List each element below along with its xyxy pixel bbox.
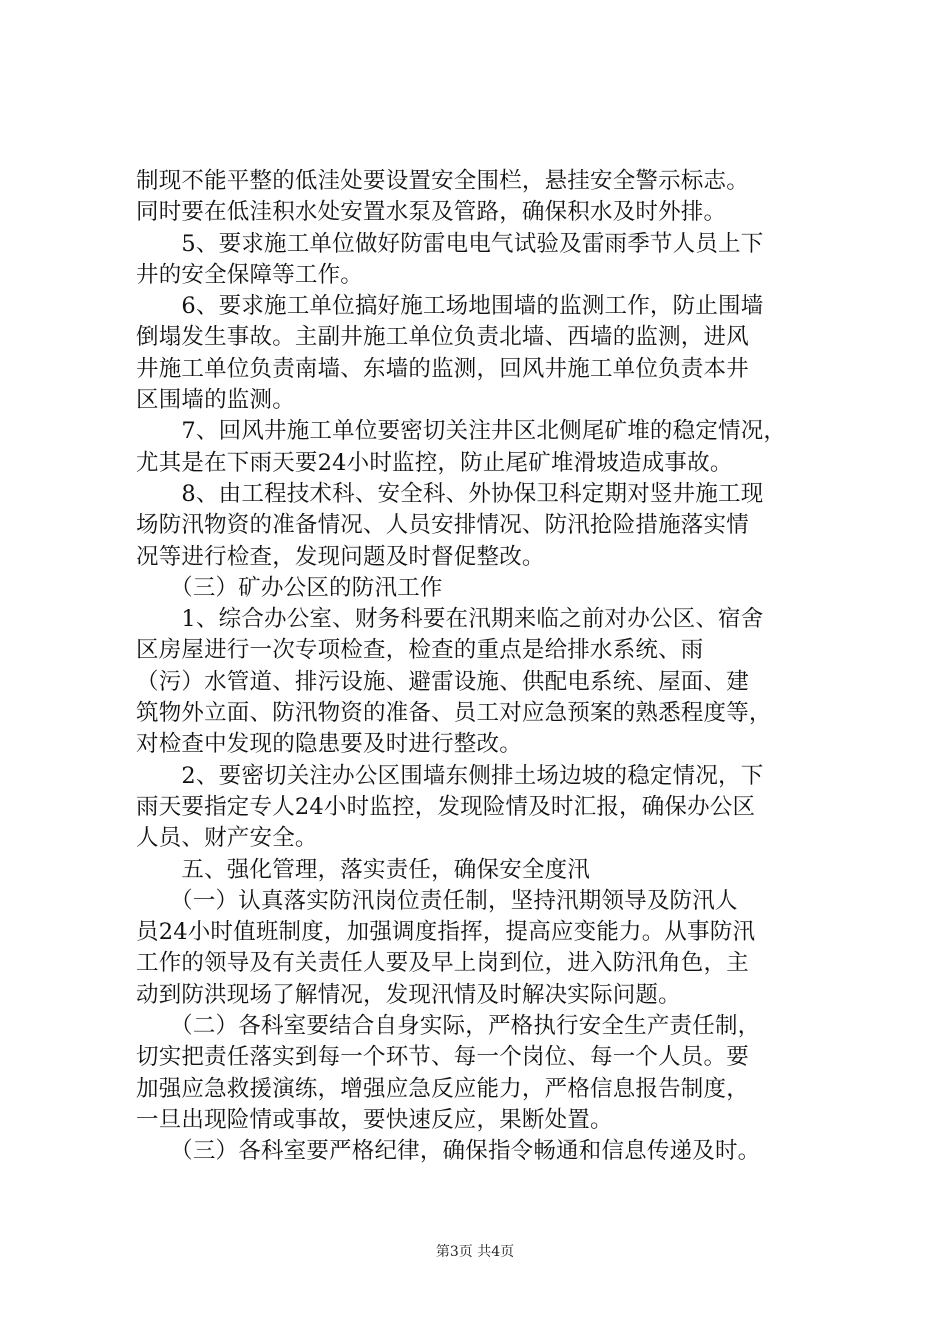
text-line: 动到防洪现场了解情况，发现汛情及时解决实际问题。 (136, 981, 681, 1008)
text-line: 加强应急救援演练，增强应急反应能力，严格信息报告制度， (136, 1075, 749, 1102)
text-line: 况等进行检查，发现问题及时督促整改。 (136, 543, 545, 570)
page-number-footer: 第3页 共4页 (435, 1244, 515, 1260)
text-line: 8、由工程技术科、安全科、外协保卫科定期对竖井施工现 (136, 480, 764, 507)
text-line: 切实把责任落实到每一个环节、每一个岗位、每一个人员。要 (136, 1044, 749, 1071)
text-line: 7、回风井施工单位要密切关注井区北侧尾矿堆的稳定情况， (136, 418, 787, 445)
text-line: 工作的领导及有关责任人要及早上岗到位，进入防汛角色，主 (136, 950, 749, 977)
text-line: （二）各科室要结合自身实际，严格执行安全生产责任制， (136, 1013, 761, 1040)
text-line: 倒塌发生事故。主副井施工单位负责北墙、西墙的监测，进风 (136, 324, 749, 351)
text-line: 一旦出现险情或事故，要快速反应，果断处置。 (136, 1106, 613, 1133)
text-line: 人员、财产安全。 (136, 825, 318, 852)
section-heading: （三）矿办公区的防汛工作 (136, 574, 443, 601)
section-heading: 五、强化管理，落实责任，确保安全度汛 (136, 856, 591, 883)
text-line: 1、综合办公室、财务科要在汛期来临之前对办公区、宿舍 (136, 606, 764, 633)
text-line: 区围墙的监测。 (136, 387, 295, 414)
text-line: 筑物外立面、防汛物资的准备、员工对应急预案的熟悉程度等， (136, 700, 772, 727)
document-body (136, 166, 852, 1168)
text-line: 2、要密切关注办公区围墙东侧排土场边坡的稳定情况，下 (136, 762, 764, 789)
text-line: 6、要求施工单位搞好施工场地围墙的监测工作，防止围墙 (136, 293, 764, 320)
text-line: 同时要在低洼积水处安置水泵及管路，确保积水及时外排。 (136, 199, 727, 226)
text-line: 尤其是在下雨天要24小时监控，防止尾矿堆滑坡造成事故。 (136, 449, 733, 476)
text-line: 员24小时值班制度，加强调度指挥，提高应变能力。从事防汛 (136, 919, 756, 946)
text-line: 雨天要指定专人24小时监控，发现险情及时汇报，确保办公区 (136, 793, 756, 820)
text-line: （三）各科室要严格纪律，确保指令畅通和信息传递及时。 (136, 1138, 761, 1165)
text-line: 制现不能平整的低洼处要设置安全围栏，悬挂安全警示标志。 (136, 168, 749, 194)
text-line: 区房屋进行一次专项检查，检查的重点是给排水系统、雨 (136, 637, 704, 664)
text-line: 井施工单位负责南墙、东墙的监测，回风井施工单位负责本井 (136, 355, 749, 382)
text-line: （污）水管道、排污设施、避雷设施、供配电系统、屋面、建 (136, 668, 749, 695)
text-line: 对检查中发现的隐患要及时进行整改。 (136, 731, 522, 758)
text-line: 井的安全保障等工作。 (136, 261, 364, 288)
text-line: 场防汛物资的准备情况、人员安排情况、防汛抢险措施落实情 (136, 512, 749, 539)
text-line: 5、要求施工单位做好防雷电电气试验及雷雨季节人员上下 (136, 230, 764, 257)
text-line: （一）认真落实防汛岗位责任制，坚持汛期领导及防汛人 (136, 887, 738, 914)
